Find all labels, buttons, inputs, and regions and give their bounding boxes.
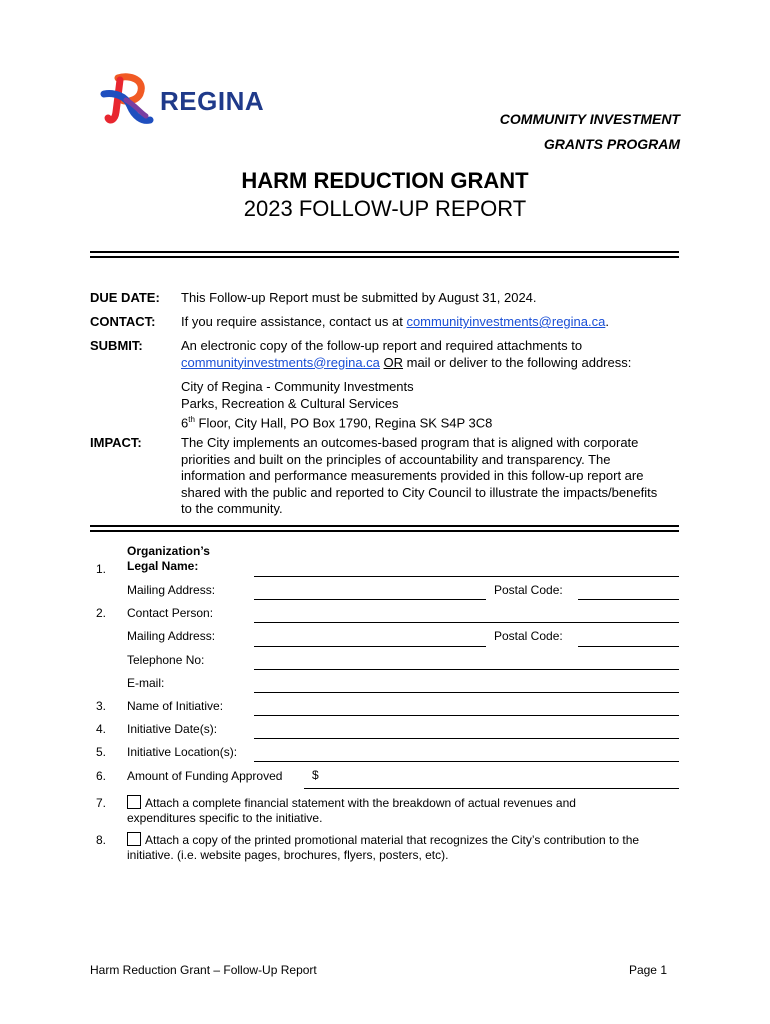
logo-wordmark: REGINA <box>160 86 265 116</box>
due-date-text: This Follow-up Report must be submitted by August 31, 2024. <box>181 290 537 305</box>
contact-text: If you require assistance, contact us at communityinvestments@regina.ca. <box>181 314 609 329</box>
divider-mid-1 <box>90 525 679 527</box>
page-number: Page 1 <box>628 963 667 977</box>
submit-text: An electronic copy of the follow-up report and required attachments to communityinvestments@regina.ca OR mail or deliver to the following address: <box>181 338 632 370</box>
divider-top-1 <box>90 251 679 253</box>
due-date-label: DUE DATE: <box>90 290 160 305</box>
postal-code-field-2[interactable] <box>578 646 679 647</box>
telephone-label: Telephone No: <box>127 653 205 667</box>
item-number-5: 5. <box>96 745 107 759</box>
impact-text: The City implements an outcomes-based program that is aligned with corporate priorities and built on the principles of accountability and transparency. The information and performance measurements provided in this follow-up report are shared with the public and reported to City Council to illustrate the impacts/benefits to the community. <box>181 435 658 516</box>
email-label: E-mail: <box>127 676 165 690</box>
initiative-locations-field[interactable] <box>254 761 679 762</box>
email-field[interactable] <box>254 692 679 693</box>
funding-label: Amount of Funding Approved <box>127 769 283 783</box>
program-line-2: GRANTS PROGRAM <box>543 136 680 152</box>
mailing-address-label-2: Mailing Address: <box>127 629 216 643</box>
item-number-1: 1. <box>96 562 107 576</box>
item-number-7: 7. <box>96 796 107 810</box>
submit-email-link[interactable]: communityinvestments@regina.ca <box>181 354 380 370</box>
mailing-address-field-2[interactable] <box>254 646 486 647</box>
impact-label: IMPACT: <box>90 435 142 450</box>
mailing-address: City of Regina - Community Investments Parks, Recreation & Cultural Services 6th Floor, City Hall, PO Box 1790, Regina SK S4P 3C8 <box>181 379 493 431</box>
contact-person-label: Contact Person: <box>127 606 214 620</box>
initiative-dates-field[interactable] <box>254 738 679 739</box>
initiative-name-label: Name of Initiative: <box>127 699 224 713</box>
telephone-field[interactable] <box>254 669 679 670</box>
org-name-label: Organization’s Legal Name: <box>127 544 210 573</box>
org-name-field[interactable] <box>254 576 679 577</box>
program-line-1: COMMUNITY INVESTMENT <box>499 111 680 127</box>
item-number-8: 8. <box>96 833 107 847</box>
item-number-3: 3. <box>96 699 107 713</box>
initiative-locations-label: Initiative Location(s): <box>127 745 238 759</box>
initiative-dates-label: Initiative Date(s): <box>127 722 218 736</box>
contact-email-link[interactable]: communityinvestments@regina.ca <box>406 314 606 329</box>
document-title: HARM REDUCTION GRANT <box>241 168 529 193</box>
submit-label: SUBMIT: <box>90 338 143 353</box>
item-number-6: 6. <box>96 769 107 783</box>
postal-code-label-1: Postal Code: <box>494 583 563 597</box>
attach-promo-checkbox[interactable] <box>127 832 141 846</box>
item-number-4: 4. <box>96 722 107 736</box>
postal-code-label-2: Postal Code: <box>494 629 563 643</box>
mailing-address-label-1: Mailing Address: <box>127 583 216 597</box>
postal-code-field-1[interactable] <box>578 599 679 600</box>
item-number-2: 2. <box>96 606 107 620</box>
document-subtitle: 2023 FOLLOW-UP REPORT <box>243 196 527 221</box>
initiative-name-field[interactable] <box>254 715 679 716</box>
divider-top-2 <box>90 256 679 258</box>
regina-logo-icon <box>100 72 158 128</box>
footer-title: Harm Reduction Grant – Follow-Up Report <box>90 963 317 977</box>
divider-mid-2 <box>90 530 679 532</box>
attach-promo-item: Attach a copy of the printed promotional material that recognizes the City’s contribution to the initiative. (i.e. website pages, brochures, flyers, posters, etc). <box>127 833 640 862</box>
mailing-address-field-1[interactable] <box>254 599 486 600</box>
attach-financial-checkbox[interactable] <box>127 795 141 809</box>
attach-financial-item: Attach a complete financial statement with the breakdown of actual revenues and expenditures specific to the initiative. <box>127 796 576 825</box>
contact-label: CONTACT: <box>90 314 156 329</box>
funding-field[interactable] <box>304 788 679 789</box>
contact-person-field[interactable] <box>254 622 679 623</box>
dollar-sign: $ <box>312 768 319 782</box>
